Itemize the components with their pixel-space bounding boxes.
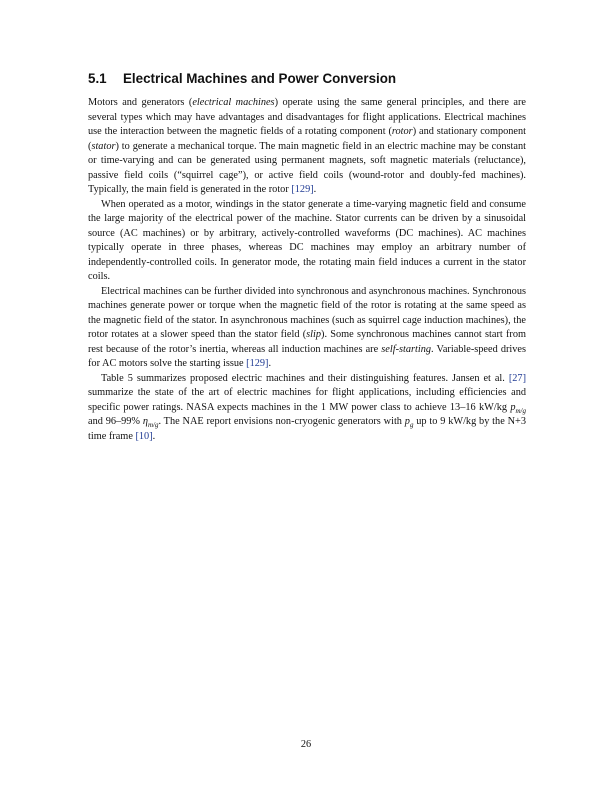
- citation-link[interactable]: [27]: [508, 372, 526, 384]
- emphasis: self-starting: [381, 343, 432, 355]
- text-run: .: [268, 358, 272, 369]
- page-number: 26: [300, 739, 312, 750]
- section-number: 5.1: [88, 71, 107, 86]
- citation-link[interactable]: [10]: [135, 430, 153, 442]
- paragraph-3: [88, 285, 526, 372]
- text-run: .: [313, 184, 317, 195]
- text-run: summarize the state of the art of electric machines for flight applications, including efficiencies and specific power ratings. NASA expects machines in the 1 MW power class to achieve 13–16 kW/kg: [88, 387, 526, 413]
- paragraph-4: [88, 372, 526, 445]
- math-subscript: g: [409, 421, 414, 430]
- emphasis: stator: [91, 140, 116, 152]
- text-run: .: [152, 430, 156, 442]
- math-symbol: p: [404, 416, 410, 427]
- text-run: ) operate using the same general principles, and there are several types which may have advantages and disadvantages for flight applications. Electrical machines use the interaction between the magnetic fields of a rotating component (: [88, 97, 526, 137]
- math-subscript: m/g: [515, 406, 526, 415]
- paragraph-1: [88, 96, 526, 198]
- text-run: Motors and generators (: [88, 97, 193, 108]
- text-run: . The NAE report envisions non-cryogenic generators with: [158, 416, 405, 427]
- text-run: Table 5 summarizes proposed electric machines and their distinguishing features. Jansen et al.: [101, 372, 509, 384]
- math-symbol: η: [142, 416, 148, 427]
- emphasis: rotor: [391, 126, 413, 137]
- text-run: ). Some synchronous machines cannot start from rest because of the rotor’s inertia, whereas all induction machines are: [88, 329, 526, 355]
- math-subscript: m/g: [147, 421, 159, 430]
- citation-link[interactable]: [129]: [291, 184, 314, 195]
- section-heading: [88, 70, 526, 88]
- emphasis: electrical machines: [192, 97, 275, 108]
- paragraph-2: When operated as a motor, windings in the stator generate a time-varying magnetic field and consume the large majority of the electrical power of the machine. Stator currents can be driven by a sinusoidal source (AC machines) or by arbitrary, actively-controlled waveforms (DC machines). AC machines typically operate in three phases, whereas DC machines may employ an arbitrary number of independently-controlled coils. In generator mode, the rotating main field induces a current in the stator coils.: [88, 198, 526, 282]
- page-content: [88, 70, 526, 444]
- text-run: . Variable-speed drives for AC motors solve the starting issue: [88, 343, 526, 369]
- section-title: Electrical Machines and Power Conversion: [123, 71, 397, 86]
- text-run: ) to generate a mechanical torque. The main magnetic field in an electric machine may be constant or time-varying and can be generated using permanent magnets, soft magnetic materials (reluctance), passive field coils (“squirrel cage”), or active field coils (wound-rotor and doubly-fed machines). Typically, the main field is generated in the rotor: [88, 140, 526, 195]
- citation-link[interactable]: [129]: [246, 358, 269, 369]
- math-symbol: p: [510, 401, 516, 413]
- text-run: and 96–99%: [88, 416, 143, 427]
- text-run: Electrical machines can be further divided into synchronous and asynchronous machines. Synchronous machines generate power or torque when the magnetic field of the rotor is rotating at the same speed as the magnetic field of the stator. In asynchronous machines (such as squirrel cage induction machines), the rotor rotates at a slower speed than the stator field (: [88, 285, 526, 340]
- text-run: ) and stationary component (: [88, 126, 526, 152]
- emphasis: slip: [306, 329, 322, 340]
- text-run: up to 9 kW/kg by the N+3 time frame: [88, 416, 526, 442]
